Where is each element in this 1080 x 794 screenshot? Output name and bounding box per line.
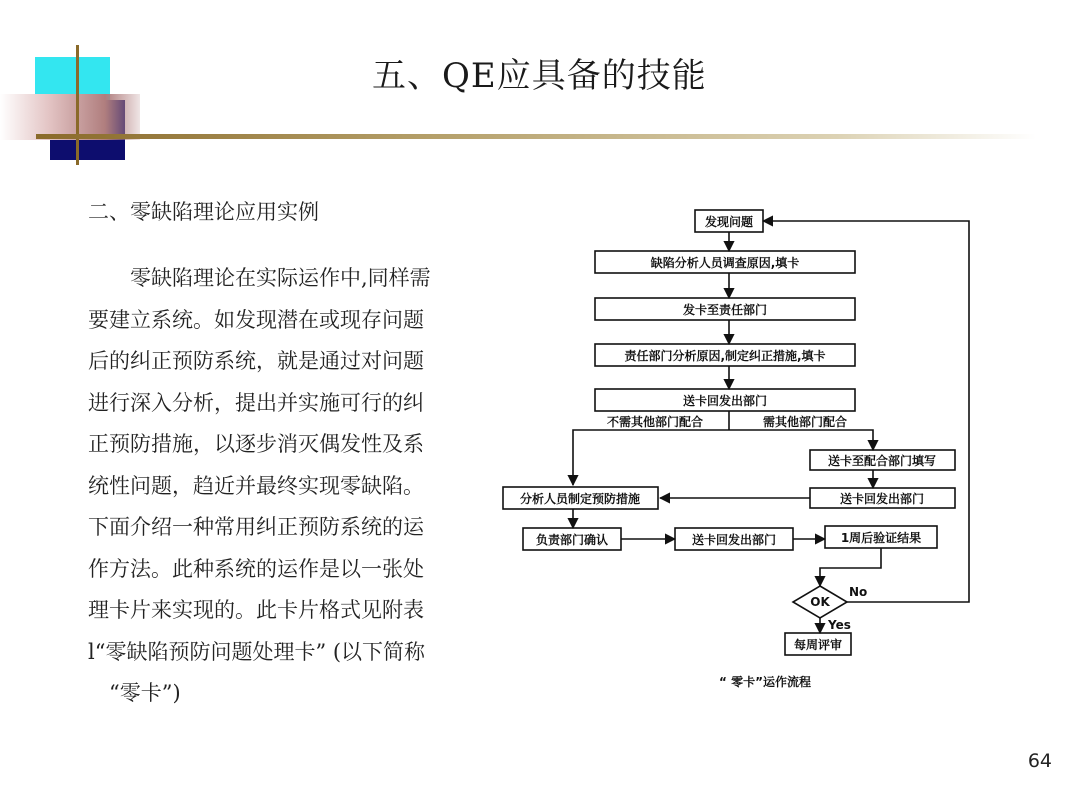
label-decision: OK: [810, 595, 830, 609]
paragraph-line: 统性问题，趋近并最终实现零缺陷。: [88, 473, 424, 498]
label-dept-analysis: 责任部门分析原因,制定纠正措施,填卡: [624, 349, 826, 363]
label-discover: 发现问题: [704, 215, 754, 229]
edge-label-no: No: [849, 585, 868, 599]
label-weekly-review: 每周评审: [793, 638, 843, 652]
paragraph-line: 正预防措施，以逐步消灭偶发性及系: [88, 432, 424, 456]
label-dept-confirm: 负责部门确认: [535, 533, 609, 547]
paragraph-line: 下面介绍一种常用纠正预防系统的运: [88, 515, 424, 539]
edge-label-yes: Yes: [828, 618, 851, 632]
flowchart-caption: “ 零卡”运作流程: [719, 675, 811, 689]
paragraph-line: l“零缺陷预防问题处理卡” (以下简称: [88, 639, 426, 664]
paragraph-line: 要建立系统。如发现潜在或现存问题: [88, 307, 424, 332]
edge-label-no-other-dept: 不需其他部门配合: [606, 415, 704, 429]
zero-card-flowchart: [495, 200, 995, 700]
paragraph-line: “零卡”): [88, 681, 181, 705]
label-send-coop: 送卡至配合部门填写: [827, 454, 937, 468]
page-number: 64: [1027, 750, 1052, 772]
label-coop-return: 送卡回发出部门: [839, 492, 925, 506]
section-subtitle: 二、零缺陷理论应用实例: [88, 200, 319, 224]
corner-vertical-line: [76, 45, 79, 165]
label-verify: 1周后验证结果: [840, 531, 922, 545]
page-title: 五、QE应具备的技能: [372, 56, 707, 96]
paragraph-line: 理卡片来实现的。此卡片格式见附表: [88, 598, 424, 622]
label-analyst-plan: 分析人员制定预防措施: [519, 492, 641, 506]
label-return-card: 送卡回发出部门: [682, 394, 768, 408]
paragraph-line: 后的纠正预防系统，就是通过对问题: [88, 349, 424, 373]
label-issue-card: 发卡至责任部门: [682, 303, 768, 317]
paragraph-line: 进行深入分析，提出并实施可行的纠: [88, 390, 424, 415]
header-rule: [36, 134, 1036, 139]
paragraph-line: 作方法。此种系统的运作是以一张处: [88, 556, 424, 581]
paragraph-line: 零缺陷理论在实际运作中,同样需: [88, 266, 431, 290]
label-investigate: 缺陷分析人员调查原因,填卡: [650, 256, 800, 270]
edge-label-need-other-dept: 需其他部门配合: [762, 415, 848, 429]
body-paragraph: [88, 258, 468, 715]
label-return-issuer: 送卡回发出部门: [691, 533, 777, 547]
